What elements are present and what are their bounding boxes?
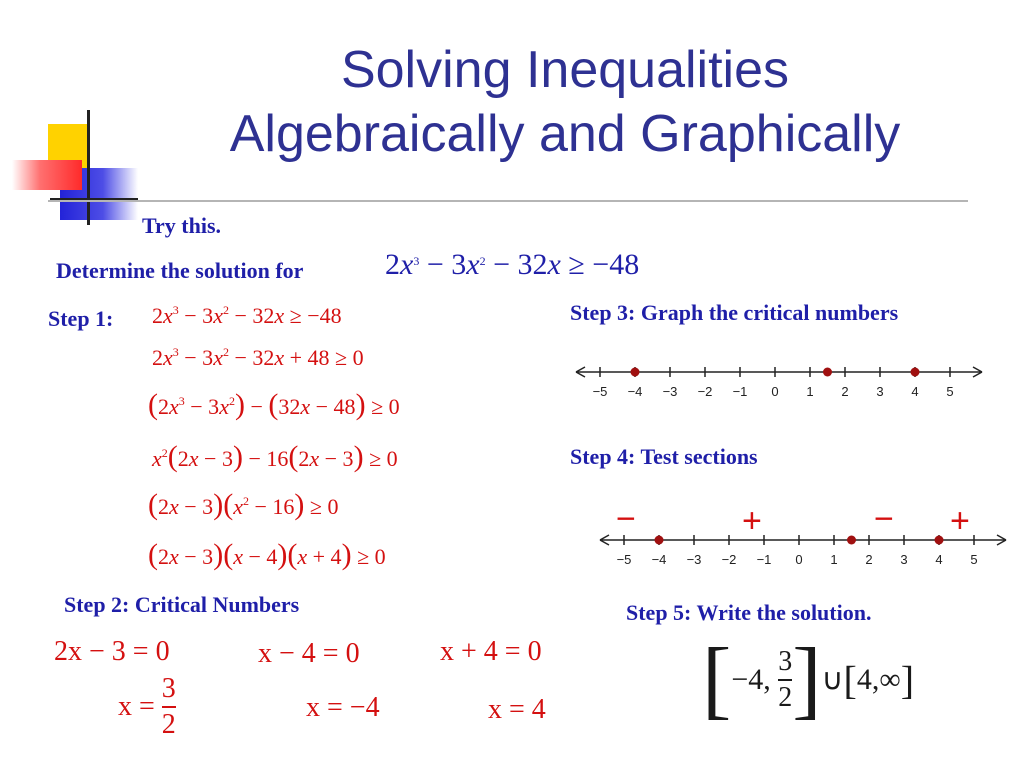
fraction-denominator: 2 [161, 709, 176, 740]
tick-label: 1 [806, 384, 814, 399]
union-symbol: ∪ [821, 663, 844, 697]
interval-1-left: −4, [731, 663, 771, 696]
sign-section-1: − [616, 500, 636, 538]
step1-label: Step 1: [48, 306, 114, 331]
interval-2: 4,∞ [856, 663, 901, 696]
tick-label: −4 [651, 552, 667, 567]
step3-label: Step 3: Graph the critical numbers [570, 300, 899, 325]
tick-label: 5 [946, 384, 954, 399]
page-title [150, 38, 980, 166]
red-bar [12, 160, 82, 190]
tick-label: −3 [662, 384, 678, 399]
tick-label: 4 [911, 384, 919, 399]
vertical-line [87, 110, 90, 225]
main-inequality: $2x^3 - 3x^2 - 32x \ge -48$ [385, 248, 640, 281]
step2-label: Step 2: Critical Numbers [64, 592, 300, 617]
tick-label: 0 [795, 552, 803, 567]
tick-label: −1 [732, 384, 748, 399]
determine-label: Determine the solution for [56, 258, 304, 283]
interval-fraction-numerator: 3 [778, 646, 793, 677]
tick-label: 2 [865, 552, 873, 567]
critical-eq-1: 2x − 3 = 0 [54, 636, 170, 667]
tick-label: −3 [686, 552, 702, 567]
title-divider [48, 200, 968, 202]
critical-eq-3: x + 4 = 0 [440, 636, 542, 667]
interval-fraction-denominator: 2 [778, 682, 793, 713]
step5-label: Step 5: Write the solution. [626, 600, 872, 625]
critical-point [655, 536, 664, 545]
step4-label: Step 4: Test sections [570, 444, 758, 469]
tick-label: −5 [616, 552, 632, 567]
sign-section-4: + [950, 502, 970, 540]
sign-section-2: + [742, 502, 762, 540]
step1-line-4: $x^2(2x - 3) - 16(2x - 3) \ge 0$ [152, 440, 398, 473]
number-line-test [594, 526, 1014, 576]
tick-label: −2 [721, 552, 737, 567]
critical-sol-1 [118, 672, 176, 742]
try-this-label: Try this. [142, 213, 222, 238]
number-line-critical [570, 358, 990, 408]
corner-decoration [10, 110, 150, 230]
title-line-2: Algebraically and Graphically [229, 105, 901, 163]
critical-sol-1-lhs: x = [118, 691, 155, 722]
step1-line-5: $(2x - 3)(x^2 - 16) \ge 0$ [148, 488, 339, 521]
sign-section-3: − [874, 500, 894, 538]
tick-label: 4 [935, 552, 943, 567]
critical-point [631, 368, 640, 377]
step1-line-2: $2x^3 - 3x^2 - 32x + 48 \ge 0$ [152, 345, 364, 370]
step1-line-3: $(2x^3 - 3x^2) - (32x - 48) \ge 0$ [148, 388, 400, 421]
critical-sol-2: x = −4 [306, 692, 380, 723]
tick-label: 0 [771, 384, 779, 399]
tick-label: −4 [627, 384, 643, 399]
step1-line-1: $2x^3 - 3x^2 - 32x \ge -48$ [152, 303, 342, 328]
tick-label: −2 [697, 384, 713, 399]
interval-1-fraction [778, 645, 792, 715]
tick-label: −1 [756, 552, 772, 567]
critical-point [847, 536, 856, 545]
critical-point [911, 368, 920, 377]
critical-point [935, 536, 944, 545]
tick-label: 2 [841, 384, 849, 399]
title-line-1: Solving Inequalities [340, 41, 790, 99]
tick-label: −5 [592, 384, 608, 399]
tick-label: 3 [876, 384, 884, 399]
tick-label: 3 [900, 552, 908, 567]
fraction-numerator: 3 [161, 673, 176, 704]
tick-label: 5 [970, 552, 978, 567]
critical-sol-1-fraction [162, 672, 176, 742]
tick-label: 1 [830, 552, 838, 567]
critical-sol-3: x = 4 [488, 694, 546, 725]
critical-eq-2: x − 4 = 0 [258, 638, 360, 669]
solution-set: [−4, $\frac{3}{2}$ ]∪[4,∞] [702, 631, 915, 728]
step1-line-6: (2x − 3)(x − 4)(x + 4) ≥ 0 [148, 538, 386, 571]
critical-point [823, 368, 832, 377]
